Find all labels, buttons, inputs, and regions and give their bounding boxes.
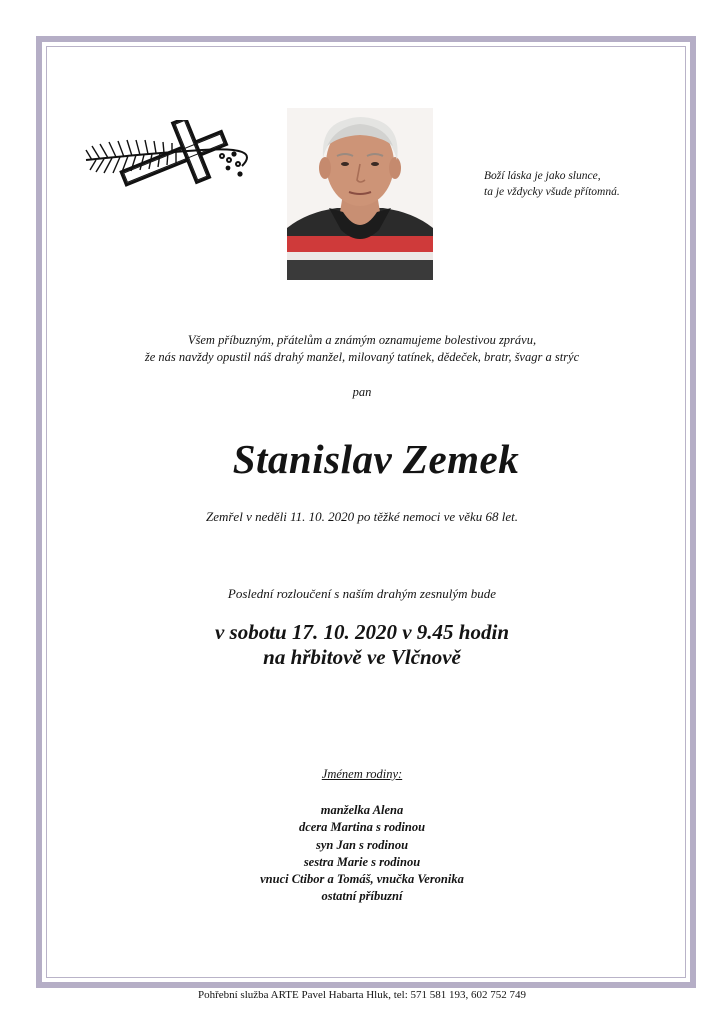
- deceased-name: Stanislav Zemek: [232, 436, 520, 482]
- family-heading-text: Jménem rodiny:: [321, 767, 403, 781]
- honorific: pan: [352, 385, 372, 399]
- announcement-line-1: Všem příbuzným, přátelům a známým oznamujeme bolestivou zprávu,: [187, 333, 537, 347]
- announcement: [0, 332, 724, 366]
- family-heading: [0, 766, 724, 782]
- motto-line-2: ta je vždycky všude přítomná.: [484, 186, 620, 198]
- death-notice: Zemřel v neděli 11. 10. 2020 po těžké nemoci ve věku 68 let.: [205, 509, 518, 524]
- family-member: vnuci Ctibor a Tomáš, vnučka Veronika: [260, 872, 464, 887]
- farewell-date-time: v sobotu 17. 10. 2020 v 9.45 hodin: [214, 620, 510, 644]
- family-member: dcera Martina s rodinou: [298, 820, 426, 835]
- family-list: [0, 802, 724, 906]
- motto: [484, 168, 620, 200]
- announcement-line-2: že nás navždy opustil náš drahý manžel, milovaný tatínek, dědeček, bratr, švagr a strýc: [144, 350, 580, 364]
- family-member: sestra Marie s rodinou: [303, 854, 421, 869]
- family-member: ostatní příbuzní: [321, 889, 403, 904]
- funeral-service-footer: Pohřební služba ARTE Pavel Habarta Hluk, tel: 571 581 193, 602 752 749: [197, 989, 527, 1001]
- family-member: manželka Alena: [320, 803, 404, 817]
- family-member: syn Jan s rodinou: [315, 837, 409, 852]
- palm-branch-cross-icon: [82, 120, 248, 190]
- farewell-intro: Poslední rozloučení s naším drahým zesnulým bude: [227, 586, 497, 601]
- portrait-photo: [287, 108, 433, 280]
- farewell-place: na hřbitově ve Vlčnově: [263, 645, 461, 669]
- motto-line-1: Boží láska je jako slunce,: [484, 170, 601, 182]
